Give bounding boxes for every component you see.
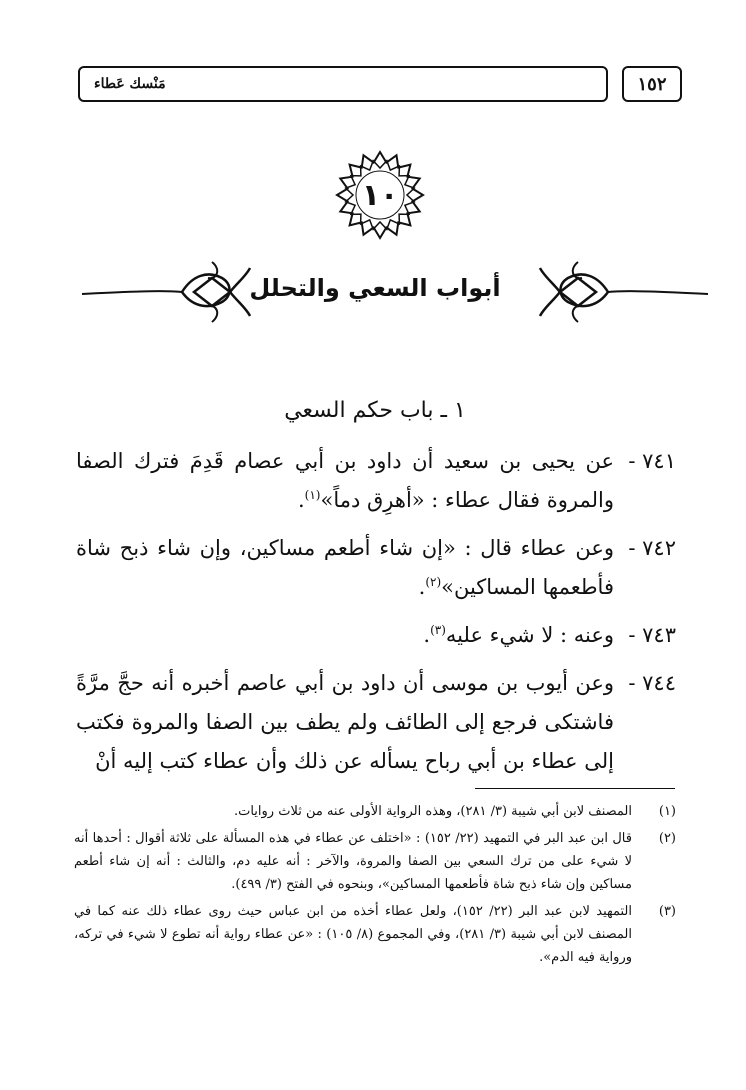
footnote [74, 827, 676, 896]
hadith-entry [76, 616, 676, 655]
footnote-text: التمهيد لابن عبد البر (٢٢/ ١٥٢)، ولعل عطاء أخذه من ابن عباس حيث روى عطاء ذلك عنه كما في المصنف لابن أبي شيبة (٣/ ٢٨١)، وفي المجموع (٨/ ١٠٥) : «عن عطاء رواية أنه تطوع لا شيء في تركه، ورواية فيه الدم». [74, 904, 633, 965]
footnote [74, 900, 676, 969]
footnotes [74, 800, 676, 973]
page-number: ١٥٢ [637, 73, 667, 95]
entry-number: ٧٤٤ - [628, 671, 676, 695]
running-header-box [78, 66, 608, 102]
footnote-marker[interactable]: (٢) [425, 575, 442, 589]
chapter-number: ١٠ [361, 177, 399, 213]
hadith-entries [76, 442, 676, 790]
page-number-box [622, 66, 682, 102]
hadith-entry [76, 529, 676, 607]
footnote [74, 800, 676, 823]
section-heading: ١ ـ باب حكم السعي [284, 398, 466, 423]
left-flourish-ornament-icon [82, 256, 252, 326]
hadith-entry [76, 664, 676, 781]
entry-text: وعنه : لا شيء عليه [445, 623, 614, 647]
entry-tail: . [418, 575, 426, 599]
footnote-marker[interactable]: (١) [304, 488, 321, 502]
entry-text: عن يحيى بن سعيد أن داود بن أبي عصام قَدِمَ فترك الصفا والمروة فقال عطاء : «أهرِق دماً» [76, 449, 614, 512]
footnote-number: (١) [658, 804, 676, 819]
footnote-separator [475, 788, 675, 789]
entry-text: وعن عطاء قال : «إن شاء أطعم مساكين، وإن شاء ذبح شاة فأطعمها المساكين» [76, 536, 614, 599]
entry-text: وعن أيوب بن موسى أن داود بن أبي عاصم أخبره أنه حجَّ مرَّةً فاشتكى فرجع إلى الطائف ولم يطف بين الصفا والمروة فكتب إلى عطاء بن أبي رباح يسأله عن ذلك وأن عطاء كتب إليه أنْ [76, 671, 614, 773]
footnote-text: قال ابن عبد البر في التمهيد (٢٢/ ١٥٢) : «اختلف عن عطاء في هذه المسألة على ثلاثة أقوال : أحدها أنه لا شيء على من ترك السعي بين الصفا والمروة، والآخر : أنه عليه دم، والثالث : أنه إن شاء أطعم مساكين وإن شاء ذبح شاة فأطعمها المساكين»، وبنحوه في الفتح (٣/ ٤٩٩). [74, 831, 632, 892]
entry-tail: . [297, 488, 305, 512]
chapter-title: أبواب السعي والتحلل [249, 274, 501, 302]
book-title: مَنْسك عَطاء [94, 76, 166, 92]
entry-number: ٧٤١ - [628, 449, 676, 473]
footnote-text: المصنف لابن أبي شيبة (٣/ ٢٨١)، وهذه الرواية الأولى عنه من ثلاث روايات. [233, 804, 632, 819]
footnote-number: (٣) [658, 904, 676, 919]
entry-number: ٧٤٣ - [628, 623, 676, 647]
entry-number: ٧٤٢ - [628, 536, 676, 560]
entry-tail: . [423, 623, 431, 647]
right-flourish-ornament-icon [538, 256, 708, 326]
footnote-marker[interactable]: (٣) [430, 623, 446, 637]
hadith-entry [76, 442, 676, 520]
footnote-number: (٢) [658, 831, 676, 846]
